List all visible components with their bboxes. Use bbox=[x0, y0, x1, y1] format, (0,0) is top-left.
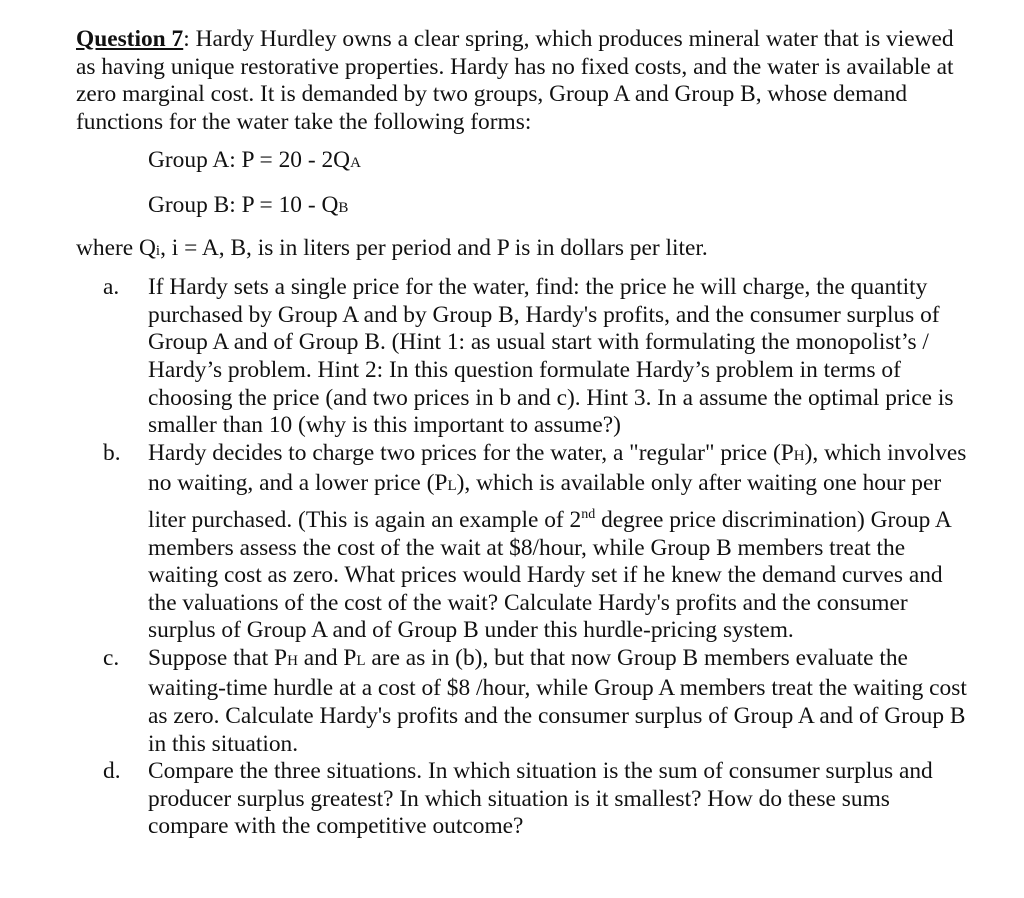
superscript: nd bbox=[581, 506, 596, 522]
question-intro bbox=[76, 26, 976, 136]
text-run: are as in (b), but that now Group B members evaluate the waiting-time hurdle at a cost of $8 /hour, while Group A members treat the waiting cost as zero. Calculate Hardy's profits and the consumer surplus of Group A and of Group B in this situation. bbox=[148, 644, 967, 757]
intro-text: : Hardy Hurdley owns a clear spring, which produces mineral water that is viewed as having unique restorative properties. Hardy has no fixed costs, and the water is available at zero marginal cost. It is demanded by two groups, Group A and Group B, whose demand functions for the water take the following forms: bbox=[76, 26, 954, 135]
text-run: Suppose that P bbox=[148, 644, 288, 671]
text-run: Hardy decides to charge two prices for the water, a "regular" price (P bbox=[148, 439, 794, 466]
part-marker: c. bbox=[103, 644, 120, 671]
part-marker: d. bbox=[103, 758, 121, 785]
part-marker: a. bbox=[103, 274, 120, 301]
equation-group-a bbox=[148, 147, 976, 178]
part-c bbox=[103, 645, 976, 758]
equation-subscript: A bbox=[350, 155, 361, 172]
where-subscript: i bbox=[155, 242, 161, 259]
subscript: L bbox=[356, 652, 366, 669]
part-b bbox=[103, 440, 976, 645]
subscript: H bbox=[793, 447, 805, 464]
subscript: L bbox=[447, 478, 457, 495]
part-a bbox=[103, 274, 976, 440]
part-text: Compare the three situations. In which situation is the sum of consumer surplus and producer surplus greatest? In which situation is it smallest? How do these sums compare with the competitive outcome? bbox=[148, 758, 933, 840]
variable-definition bbox=[76, 235, 976, 266]
equation-subscript: B bbox=[338, 199, 349, 216]
equation-text: Group A: P = 20 - 2Q bbox=[148, 147, 351, 174]
question-label: Question 7 bbox=[76, 26, 184, 52]
part-text: If Hardy sets a single price for the water, find: the price he will charge, the quantity purchased by Group A and by Group B, Hardy's profits, and the consumer surplus of Group A and of Group B. (Hint 1: as usual start with formulating the monopolist’s / Hardy’s problem. Hint 2: In this question formulate Hardy’s problem in terms of choosing the price (and two prices in b and c). Hint 3. In a assume the optimal price is smaller than 10 (why is this important to assume?) bbox=[148, 274, 954, 439]
question-parts bbox=[76, 274, 976, 841]
text-run: and P bbox=[297, 644, 357, 671]
part-marker: b. bbox=[103, 439, 121, 466]
subscript: H bbox=[287, 652, 298, 669]
part-text bbox=[148, 645, 968, 758]
where-text: where Q bbox=[76, 234, 156, 261]
text-run: degree price discrimination) Group A members assess the cost of the wait at $8/hour, while Group B members treat the waiting cost as zero. What prices would Hardy set if he knew the demand curves and the valuations of the cost of the wait? Calculate Hardy's profits and the consumer surplus of Group A and of Group B under this hurdle-pricing system. bbox=[148, 506, 951, 644]
where-text-rest: , i = A, B, is in liters per period and P is in dollars per liter. bbox=[160, 234, 708, 261]
equation-text: Group B: P = 10 - Q bbox=[148, 191, 339, 218]
text-run: ), which is available only after waiting one hour per liter purchased. (This is again an example of 2 bbox=[148, 470, 942, 533]
part-d bbox=[103, 758, 976, 841]
text-run: ), which involves no waiting, and a lower price (P bbox=[148, 439, 967, 497]
part-text bbox=[148, 440, 968, 645]
equation-group-b bbox=[148, 192, 976, 223]
